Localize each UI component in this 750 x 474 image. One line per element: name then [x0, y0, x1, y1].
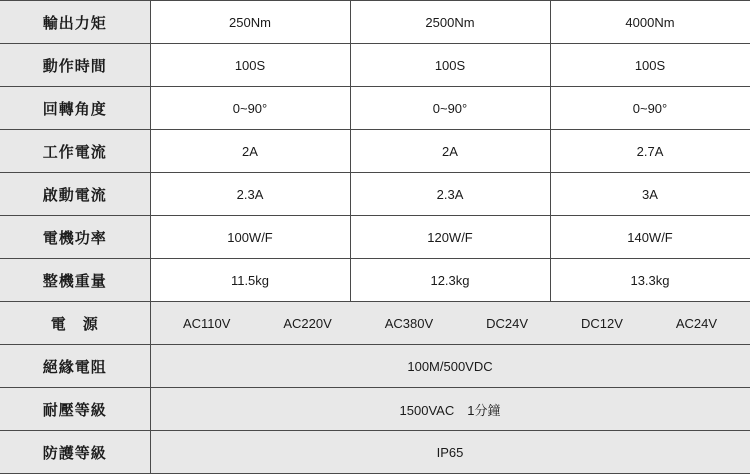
table-row — [0, 259, 750, 302]
table-row — [0, 216, 750, 259]
table-row — [0, 431, 750, 474]
cell-operating-time-2: 100S — [350, 44, 550, 87]
power-option-ac380v: AC380V — [384, 315, 434, 331]
cell-working-current-3: 2.7A — [550, 130, 750, 173]
cell-power-supply-options — [150, 302, 750, 345]
power-supply-list — [157, 316, 744, 331]
cell-output-torque-2: 2500Nm — [350, 1, 550, 44]
row-label-total-weight: 整機重量 — [0, 259, 150, 302]
table-row — [0, 388, 750, 431]
cell-motor-power-2: 120W/F — [350, 216, 550, 259]
table-row — [0, 87, 750, 130]
cell-rotation-angle-3: 0~90° — [550, 87, 750, 130]
row-label-protection-grade: 防護等級 — [0, 431, 150, 474]
row-label-working-current: 工作電流 — [0, 130, 150, 173]
table-row — [0, 345, 750, 388]
cell-output-torque-1: 250Nm — [150, 1, 350, 44]
power-option-ac220v: AC220V — [283, 315, 332, 331]
cell-total-weight-3: 13.3kg — [550, 259, 750, 302]
cell-starting-current-3: 3A — [550, 173, 750, 216]
row-label-operating-time: 動作時間 — [0, 44, 150, 87]
cell-rotation-angle-1: 0~90° — [150, 87, 350, 130]
row-label-output-torque: 輸出力矩 — [0, 1, 150, 44]
cell-operating-time-1: 100S — [150, 44, 350, 87]
table-row — [0, 130, 750, 173]
cell-total-weight-1: 11.5kg — [150, 259, 350, 302]
cell-working-current-2: 2A — [350, 130, 550, 173]
table-row — [0, 173, 750, 216]
row-label-withstand-voltage: 耐壓等級 — [0, 388, 150, 431]
cell-protection-grade-value: IP65 — [150, 431, 750, 474]
cell-starting-current-2: 2.3A — [350, 173, 550, 216]
specification-table-body — [0, 1, 750, 474]
table-row — [0, 1, 750, 44]
row-label-rotation-angle: 回轉角度 — [0, 87, 150, 130]
row-label-starting-current: 啟動電流 — [0, 173, 150, 216]
row-label-insulation-resistance: 絕緣電阻 — [0, 345, 150, 388]
power-option-dc24v: DC24V — [486, 315, 529, 331]
cell-operating-time-3: 100S — [550, 44, 750, 87]
row-label-motor-power: 電機功率 — [0, 216, 150, 259]
cell-total-weight-2: 12.3kg — [350, 259, 550, 302]
cell-motor-power-1: 100W/F — [150, 216, 350, 259]
cell-insulation-resistance-value: 100M/500VDC — [150, 345, 750, 388]
power-option-ac24v: AC24V — [675, 315, 718, 331]
power-option-ac110v: AC110V — [182, 315, 231, 331]
cell-motor-power-3: 140W/F — [550, 216, 750, 259]
cell-rotation-angle-2: 0~90° — [350, 87, 550, 130]
cell-starting-current-1: 2.3A — [150, 173, 350, 216]
power-option-dc12v: DC12V — [580, 315, 623, 331]
table-row — [0, 302, 750, 345]
row-label-power-supply: 電 源 — [0, 302, 150, 345]
cell-withstand-voltage-value: 1500VAC 1分鐘 — [150, 388, 750, 431]
table-row — [0, 44, 750, 87]
cell-output-torque-3: 4000Nm — [550, 1, 750, 44]
cell-working-current-1: 2A — [150, 130, 350, 173]
